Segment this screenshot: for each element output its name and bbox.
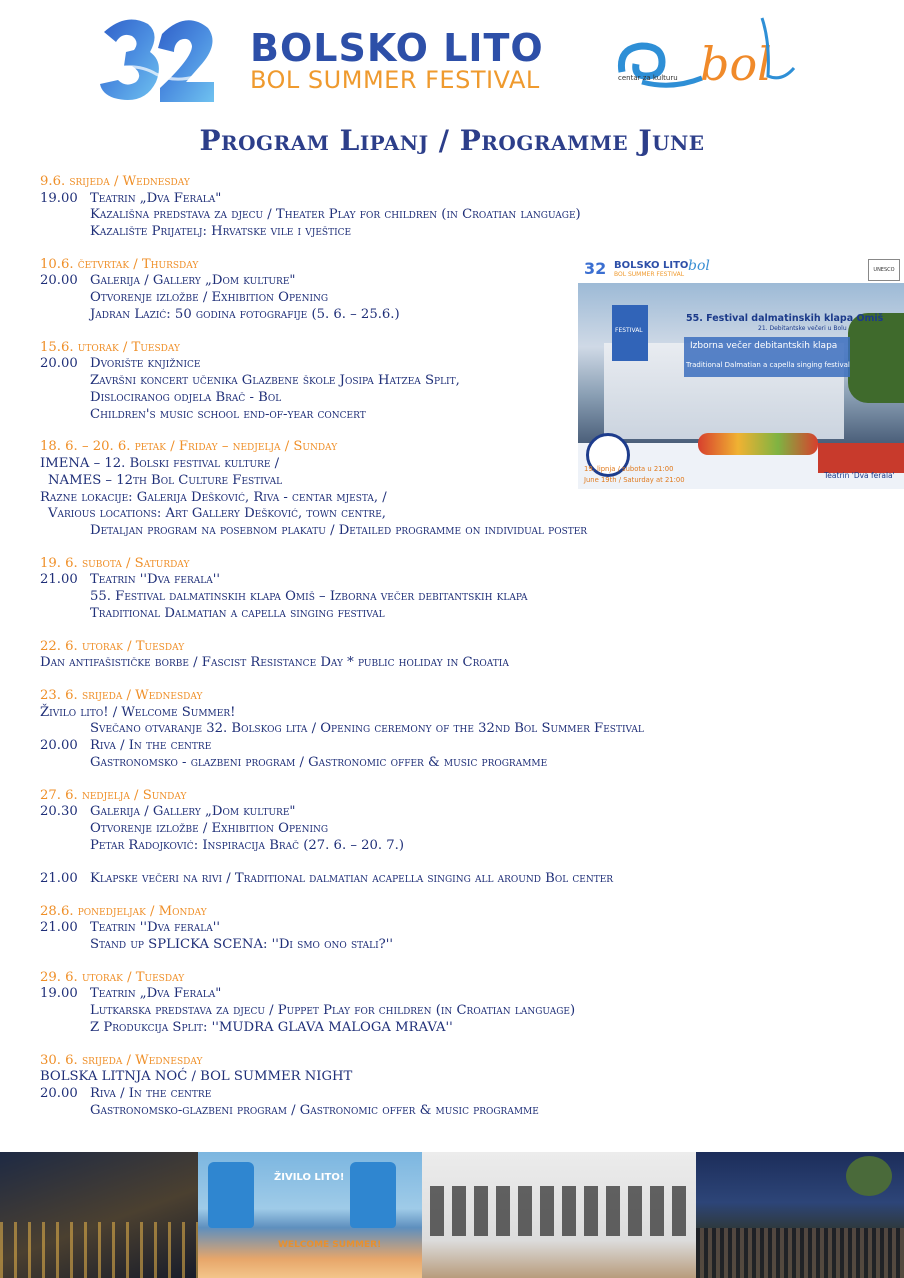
event-text: Živilo lito! / Welcome Summer! (40, 704, 236, 720)
event-text: Stand up SPLICKA SCENA: ''Di smo ono stali?'' (90, 936, 393, 952)
festival-subtitle: BOL SUMMER FESTIVAL (250, 66, 540, 94)
event-text: Dan antifašističke borbe / Fascist Resistance Day * public holiday in Croatia (40, 655, 509, 671)
event-line (40, 721, 860, 738)
festival-32-logo-icon (96, 10, 220, 110)
poster-brand-subtitle: BOL SUMMER FESTIVAL (614, 271, 685, 278)
event-time: 20.00 (40, 356, 78, 372)
event-text: Detaljan program na posebnom plakatu / Detailed programme on individual poster (90, 523, 588, 539)
page-title: Program Lipanj / Programme June (199, 124, 705, 157)
event-text: Dvorište knjižnice (90, 356, 201, 372)
event-time: 21.00 (40, 870, 78, 886)
event-time: 20.00 (40, 273, 78, 289)
event-text: Riva / In the centre (90, 1085, 212, 1101)
photo-welcome-summer (198, 1152, 422, 1278)
program-event (40, 788, 860, 888)
event-date: 28.6. ponedjeljak / Monday (40, 903, 207, 919)
event-text: Svečano otvaranje 32. Bolskog lita / Opening ceremony of the 32nd Bol Summer Festival (90, 721, 644, 737)
event-line (40, 1069, 860, 1086)
event-text: Otvorenje izložbe / Exhibition Opening (90, 821, 329, 837)
event-text: Jadran Lazić: 50 godina fotografije (5. 6. – 25.6.) (90, 306, 400, 322)
event-line (40, 589, 860, 606)
festival-banner: FESTIVAL (612, 305, 648, 361)
event-time: 20.00 (40, 1085, 78, 1101)
bol-culture-centre-logo-icon (612, 12, 802, 102)
event-date: 18. 6. – 20. 6. petak / Friday – nedjelja / Sunday (40, 439, 338, 455)
unesco-logo-icon: UNESCO (868, 259, 900, 281)
photo-strip (0, 1152, 904, 1278)
event-time: 20.30 (40, 804, 78, 820)
program-event (40, 556, 860, 623)
tshirt-left-icon (208, 1162, 254, 1228)
flowers (698, 433, 818, 455)
program-event (40, 970, 860, 1037)
event-text: Petar Radojković: Inspiracija Brač (27. 6. – 20. 7.) (90, 837, 405, 853)
event-text: Gastronomsko-glazbeni program / Gastronomic offer & music programme (90, 1102, 539, 1118)
poster-bol-logo: bol (688, 258, 710, 274)
svg-text:bol: bol (700, 37, 772, 91)
event-text: IMENA – 12. Bolski festival kulture / (40, 455, 280, 471)
red-table (818, 443, 904, 473)
event-text: 55. Festival dalmatinskih klapa Omiš – Izborna večer debitantskih klapa (90, 589, 528, 605)
poster-date-en: June 19th / Saturday at 21:00 (584, 476, 685, 484)
event-text: Various locations: Art Gallery Dešković, town centre, (48, 506, 386, 522)
poster-header (578, 255, 904, 283)
event-line (40, 207, 860, 224)
event-line (40, 1003, 860, 1020)
event-time: 19.00 (40, 986, 78, 1002)
event-spacer (40, 855, 860, 871)
event-line (40, 1086, 860, 1103)
event-date: 9.6. srijeda / Wednesday (40, 174, 190, 189)
event-text: NAMES – 12th Bol Culture Festival (48, 472, 283, 488)
event-line (40, 738, 860, 755)
event-line (40, 920, 860, 937)
event-text: Teatrin „Dva Ferala" (90, 190, 222, 206)
event-text: Dislociranog odjela Brač - Bol (90, 389, 282, 405)
event-line (40, 224, 860, 241)
event-line (40, 804, 860, 821)
program-event (40, 904, 860, 954)
event-line (40, 506, 860, 523)
event-line (40, 871, 860, 888)
event-line (40, 1020, 860, 1037)
welcome-summer-text: WELCOME SUMMER! (278, 1240, 382, 1250)
event-line (40, 986, 860, 1003)
event-text: Klapske večeri na rivi / Traditional dalmatian acapella singing all around Bol center (90, 870, 614, 886)
event-date: 30. 6. srijeda / Wednesday (40, 1052, 203, 1068)
poster-date-hr: 19. lipnja / subota u 21:00 (584, 465, 674, 473)
event-time: 21.00 (40, 572, 78, 588)
event-text: Teatrin „Dva Ferala" (90, 986, 222, 1002)
event-text: Razne lokacije: Galerija Dešković, Riva - centar mjesta, / (40, 489, 387, 505)
event-line (40, 755, 860, 772)
event-poster (578, 255, 904, 489)
event-line (40, 572, 860, 589)
event-time: 21.00 (40, 920, 78, 936)
event-line (40, 705, 860, 722)
event-line (40, 655, 860, 672)
event-line (40, 937, 860, 954)
poster-stage-photo (578, 283, 904, 443)
event-text: BOLSKA LITNJA NOĆ / BOL SUMMER NIGHT (40, 1069, 353, 1084)
event-text: Riva / In the centre (90, 738, 212, 754)
event-date: 15.6. utorak / Tuesday (40, 339, 180, 355)
poster-brand-title: BOLSKO LITO (614, 260, 689, 271)
photo-gallery-exhibition (422, 1152, 696, 1278)
poster-heading: 55. Festival dalmatinskih klapa Omiš (686, 313, 884, 324)
event-date: 23. 6. srijeda / Wednesday (40, 688, 203, 704)
program-event (40, 174, 860, 241)
event-date: 19. 6. subota / Saturday (40, 555, 190, 571)
event-line (40, 490, 860, 507)
event-text: Z Produkcija Split: ''MUDRA GLAVA MALOGA MRAVA'' (90, 1019, 453, 1035)
bol-logo-caption: centar za kulturu (618, 74, 678, 82)
poster-strip-line2: Traditional Dalmatian a capella singing festival (686, 361, 850, 369)
event-line (40, 191, 860, 208)
event-date: 29. 6. utorak / Tuesday (40, 969, 185, 985)
photo-night-riva (0, 1152, 198, 1278)
event-time: 19.00 (40, 190, 78, 206)
event-line (40, 821, 860, 838)
festival-title: BOLSKO LITO (250, 26, 544, 70)
event-text: Galerija / Gallery „Dom kulture" (90, 804, 296, 820)
event-line (40, 606, 860, 623)
event-text: Kazališna predstava za djecu / Theater Play for children (in Croatian language) (90, 207, 581, 223)
event-text: Otvorenje izložbe / Exhibition Opening (90, 290, 329, 306)
poster-strip-line1: Izborna večer debitantskih klapa (690, 341, 838, 351)
event-text: Teatrin ''Dva ferala'' (90, 572, 220, 588)
event-date: 10.6. četvrtak / Thursday (40, 256, 199, 272)
event-text: Gastronomsko - glazbeni program / Gastronomic offer & music programme (90, 755, 548, 771)
event-text: Traditional Dalmatian a capella singing festival (90, 606, 385, 622)
event-date: 27. 6. nedjelja / Sunday (40, 787, 187, 803)
zivilo-lito-title: ŽIVILO LITO! (274, 1172, 345, 1183)
tree (848, 313, 904, 403)
program-event (40, 1053, 860, 1120)
event-line (40, 523, 860, 540)
tshirt-right-icon (350, 1162, 396, 1228)
photo-open-air-audience (696, 1152, 904, 1278)
event-text: Teatrin ''Dva ferala'' (90, 920, 220, 936)
poster-32-logo: 32 (584, 259, 607, 278)
event-text: Children's music school end-of-year concert (90, 406, 366, 422)
poster-venue: Teatrin 'Dva ferala' (824, 471, 895, 480)
event-line (40, 1103, 860, 1120)
event-date: 22. 6. utorak / Tuesday (40, 638, 185, 654)
event-text: Završni koncert učenika Glazbene škole Josipa Hatzea Split, (90, 373, 460, 389)
program-event (40, 639, 860, 672)
event-text: Kazalište Prijatelj: Hrvatske vile i vještice (90, 224, 352, 240)
program-event (40, 688, 860, 772)
poster-subheading: 21. Debitantske večeri u Bolu (758, 325, 847, 332)
event-text: Galerija / Gallery „Dom kulture" (90, 273, 296, 289)
event-time: 20.00 (40, 738, 78, 754)
header (0, 0, 904, 120)
event-text: Lutkarska predstava za djecu / Puppet Play for children (in Croatian language) (90, 1002, 576, 1018)
event-line (40, 838, 860, 855)
